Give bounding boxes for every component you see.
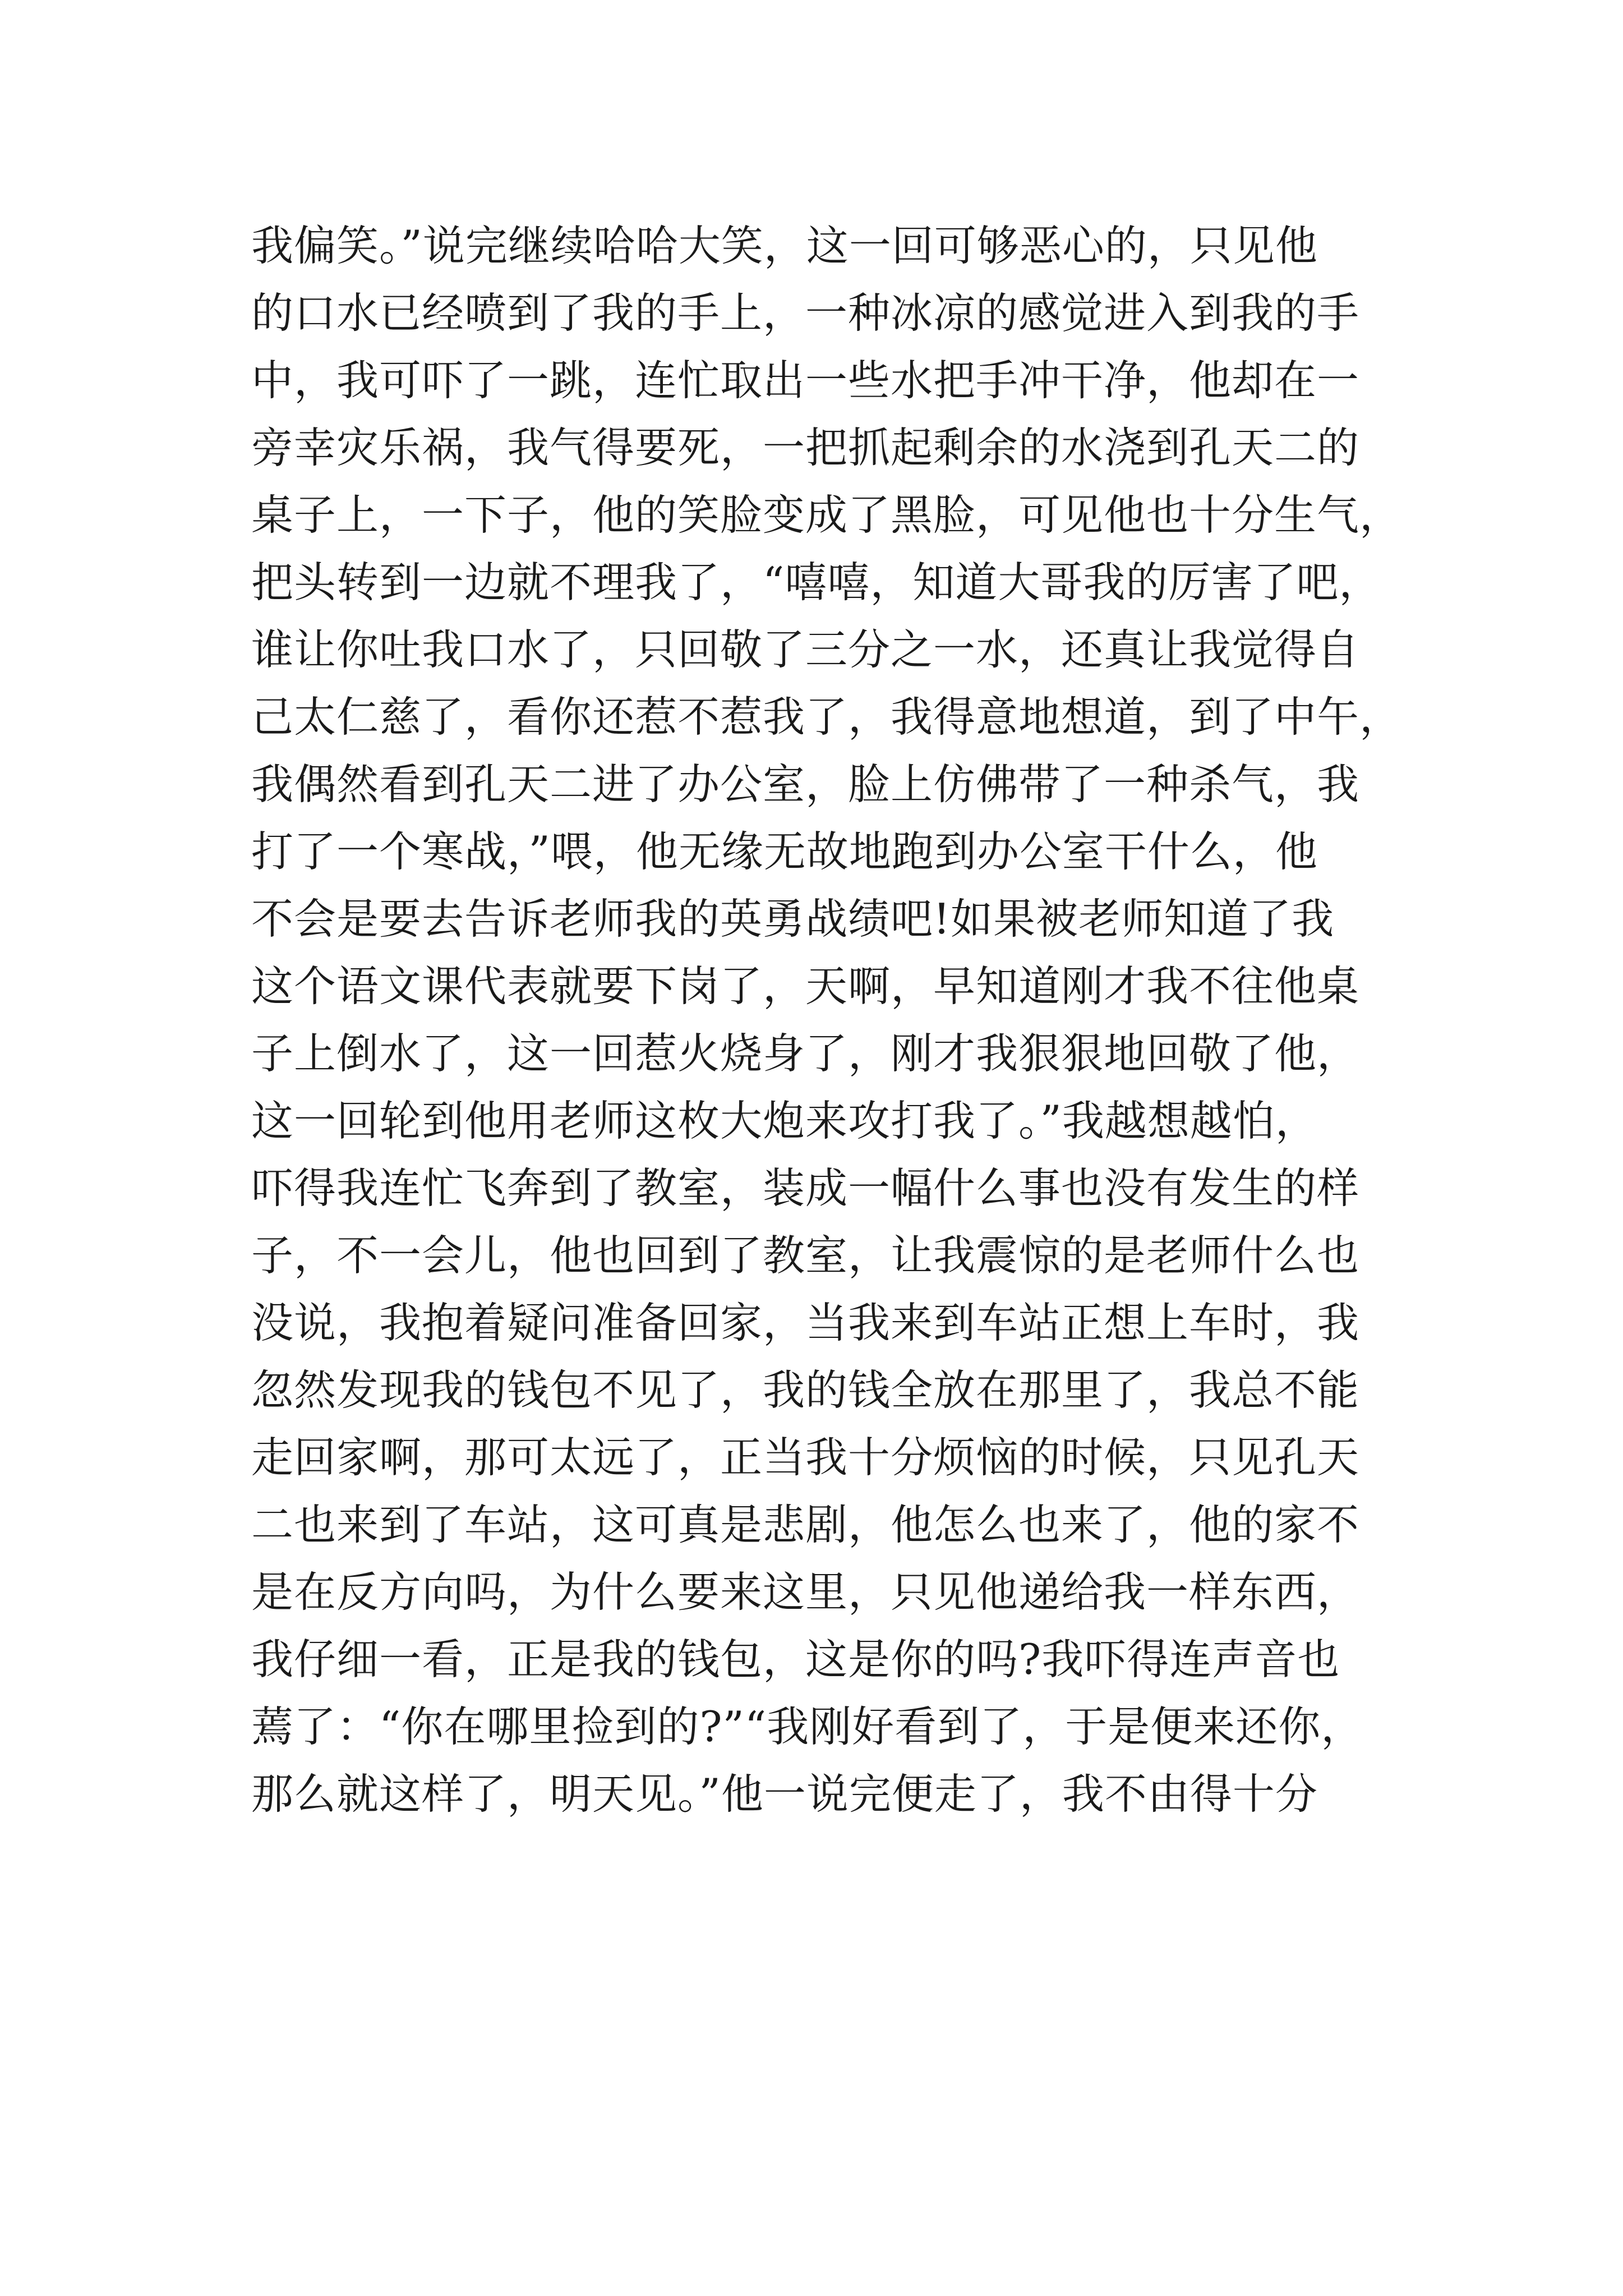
text-line: 打了一个寒战，”喂，他无缘无故地跑到办公室干什么，他 <box>251 827 1318 876</box>
text-line: 这个语文课代表就要下岗了，天啊，早知道刚才我不往他桌 <box>251 961 1360 1011</box>
text-line: 谁让你吐我口水了，只回敬了三分之一水，还真让我觉得自 <box>251 625 1360 674</box>
text-line: 中，我可吓了一跳，连忙取出一些水把手冲干净，他却在一 <box>251 356 1360 405</box>
body-text <box>251 212 1401 1828</box>
text-line: 那么就这样了，明天见。”他一说完便走了，我不由得十分 <box>251 1769 1318 1819</box>
text-line: 己太仁慈了，看你还惹不惹我了，我得意地想道，到了中午， <box>251 692 1403 742</box>
text-line: 没说，我抱着疑问准备回家，当我来到车站正想上车时，我 <box>251 1298 1360 1347</box>
text-line: 子上倒水了，这一回惹火烧身了，刚才我狠狠地回敬了他， <box>251 1029 1360 1078</box>
text-line: 我仔细一看，正是我的钱包，这是你的吗?我吓得连声音也 <box>251 1635 1340 1684</box>
text-line: 走回家啊，那可太远了，正当我十分烦恼的时候，只见孔天 <box>251 1433 1360 1482</box>
text-line: 我偏笑。”说完继续哈哈大笑，这一回可够恶心的，只见他 <box>251 221 1318 270</box>
text-line: 这一回轮到他用老师这枚大炮来攻打我了。”我越想越怕， <box>251 1096 1318 1145</box>
text-line: 的口水已经喷到了我的手上，一种冰凉的感觉进入到我的手 <box>251 288 1360 338</box>
text-line: 是在反方向吗，为什么要来这里，只见他递给我一样东西， <box>251 1567 1360 1617</box>
text-line: 忽然发现我的钱包不见了，我的钱全放在那里了，我总不能 <box>251 1365 1360 1415</box>
text-line: 吓得我连忙飞奔到了教室，装成一幅什么事也没有发生的样 <box>251 1163 1360 1213</box>
text-line: 旁幸灾乐祸，我气得要死，一把抓起剩余的水浇到孔天二的 <box>251 423 1360 472</box>
text-line: 把头转到一边就不理我了，“嘻嘻，知道大哥我的厉害了吧， <box>251 558 1382 607</box>
text-line: 蔫了：“你在哪里捡到的?”“我刚好看到了，于是便来还你， <box>251 1702 1364 1751</box>
text-line: 桌子上，一下子，他的笑脸变成了黑脸，可见他也十分生气， <box>251 490 1403 540</box>
text-line: 二也来到了车站，这可真是悲剧，他怎么也来了，他的家不 <box>251 1500 1360 1549</box>
text-line: 我偶然看到孔天二进了办公室，脸上仿佛带了一种杀气，我 <box>251 760 1360 809</box>
text-line: 子，不一会儿，他也回到了教室，让我震惊的是老师什么也 <box>251 1231 1360 1280</box>
text-line: 不会是要去告诉老师我的英勇战绩吧!如果被老师知道了我 <box>251 894 1335 944</box>
